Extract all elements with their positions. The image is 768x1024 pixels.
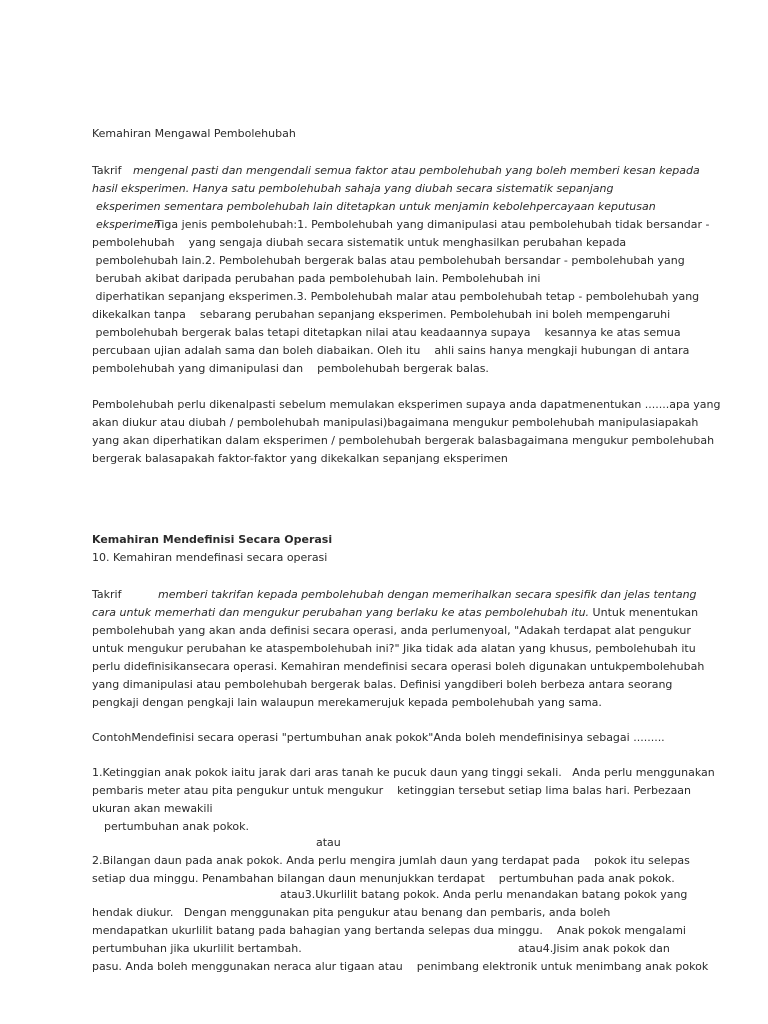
- section1-body-line: percubaan ujian adalah sama dan boleh diabaikan. Oleh itu ahli sains hanya mengkaji hubungan di antara: [92, 344, 690, 357]
- section1-body-line: Tiga jenis pembolehubah:1. Pembolehubah yang dimanipulasi atau pembolehubah tidak bersandar -: [155, 218, 710, 231]
- example-line: atau3.Ukurlilit batang pokok. Anda perlu menandakan batang pokok yang: [280, 888, 688, 901]
- example-line: pertumbuhan jika ukurlilit bertambah.: [92, 942, 302, 955]
- section2-body-line: perlu didefinisikansecara operasi. Kemahiran mendefinisi secara operasi boleh digunakan untukpembolehubah: [92, 660, 705, 673]
- section1-body-line: dikekalkan tanpa sebarang perubahan sepanjang eksperimen. Pembolehubah ini boleh mempengaruhi: [92, 308, 671, 321]
- example-line: hendak diukur. Dengan menggunakan pita pengukur atau benang dan pembaris, anda boleh: [92, 906, 611, 919]
- section1-body-line: berubah akibat daripada perubahan pada pembolehubah lain. Pembolehubah ini: [92, 272, 541, 285]
- section1-body-line: pembolehubah lain.2. Pembolehubah bergerak balas atau pembolehubah bersandar - pembolehubah yang: [92, 254, 685, 267]
- example-line: pembaris meter atau pita pengukur untuk mengukur ketinggian tersebut setiap lima balas hari. Perbezaan: [92, 784, 692, 797]
- section1-body-line: pembolehubah bergerak balas tetapi ditetapkan nilai atau keadaannya supaya kesannya ke atas semua: [92, 326, 681, 339]
- section1-body-line: pembolehubah yang sengaja diubah secara sistematik untuk menghasilkan perubahan kepada: [92, 236, 627, 249]
- example-line: pertumbuhan anak pokok.: [104, 820, 250, 833]
- section1-definition-line: eksperimen sementara pembolehubah lain ditetapkan untuk menjamin kebolehpercayaan keputusan: [96, 200, 656, 213]
- section2-body-line: untuk mengukur perubahan ke ataspembolehubah ini?" Jika tidak ada alatan yang khusus, pembolehubah itu: [92, 642, 696, 655]
- section1-para2-line: bergerak balasapakah faktor-faktor yang dikekalkan sepanjang eksperimen: [92, 452, 508, 465]
- section2-term: Takrif: [92, 588, 122, 601]
- section2-title: Kemahiran Mendefinisi Secara Operasi: [92, 533, 333, 546]
- example-line: ukuran akan mewakili: [92, 802, 213, 815]
- section2-body-line: pembolehubah yang akan anda definisi secara operasi, anda perlumenyoal, "Adakah terdapat alat pengukur: [92, 624, 691, 637]
- section1-definition-line: eksperimen: [96, 218, 161, 231]
- example-separator: atau: [316, 836, 341, 849]
- section2-definition-tail: Untuk menentukan: [589, 606, 699, 619]
- example-line: setiap dua minggu. Penambahan bilangan daun menunjukkan terdapat pertumbuhan pada anak pokok.: [92, 872, 675, 885]
- section1-para2-line: yang akan diperhatikan dalam eksperimen / pembolehubah bergerak balasbagaimana mengukur pembolehubah: [92, 434, 715, 447]
- example-line: atau4.Jisim anak pokok dan: [518, 942, 670, 955]
- example-line: mendapatkan ukurlilit batang pada bahagian yang bertanda selepas dua minggu. Anak pokok mengalami: [92, 924, 686, 937]
- example-line: 2.Bilangan daun pada anak pokok. Anda perlu mengira jumlah daun yang terdapat pada pokok itu selepas: [92, 854, 690, 867]
- example-line: 1.Ketinggian anak pokok iaitu jarak dari aras tanah ke pucuk daun yang tinggi sekali. Anda perlu menggunakan: [92, 766, 715, 779]
- section1-definition-line: hasil eksperimen. Hanya satu pembolehubah sahaja yang diubah secara sistematik sepanjang: [92, 182, 614, 195]
- section2-definition-row: [92, 606, 698, 620]
- example-line: pasu. Anda boleh menggunakan neraca alur tigaan atau penimbang elektronik untuk menimbang anak pokok: [92, 960, 709, 973]
- section1-body-line: diperhatikan sepanjang eksperimen.3. Pembolehubah malar atau pembolehubah tetap - pembolehubah yang: [92, 290, 700, 303]
- section1-body-line: pembolehubah yang dimanipulasi dan pembolehubah bergerak balas.: [92, 362, 489, 375]
- section2-body-line: yang dimanipulasi atau pembolehubah bergerak balas. Definisi yangdiberi boleh berbeza antara seorang: [92, 678, 673, 691]
- example-intro: ContohMendefinisi secara operasi "pertumbuhan anak pokok"Anda boleh mendefinisinya sebagai .........: [92, 731, 665, 744]
- section1-title: Kemahiran Mengawal Pembolehubah: [92, 127, 296, 140]
- section1-term: Takrif: [92, 164, 122, 177]
- section2-definition-line: memberi takrifan kepada pembolehubah dengan memerihalkan secara spesifik dan jelas tentang: [158, 588, 697, 601]
- section2-subtitle: 10. Kemahiran mendefinasi secara operasi: [92, 551, 328, 564]
- section2-definition-line: cara untuk memerhati dan mengukur perubahan yang berlaku ke atas pembolehubah itu.: [92, 606, 590, 619]
- section1-para2-line: Pembolehubah perlu dikenalpasti sebelum memulakan eksperimen supaya anda dapatmenentukan .......apa yang: [92, 398, 721, 411]
- section1-definition-line: mengenal pasti dan mengendali semua faktor atau pembolehubah yang boleh memberi kesan kepada: [133, 164, 700, 177]
- section1-para2-line: akan diukur atau diubah / pembolehubah manipulasi)bagaimana mengukur pembolehubah manipulasiapakah: [92, 416, 699, 429]
- section2-body-line: pengkaji dengan pengkaji lain walaupun merekamerujuk kepada pembolehubah yang sama.: [92, 696, 602, 709]
